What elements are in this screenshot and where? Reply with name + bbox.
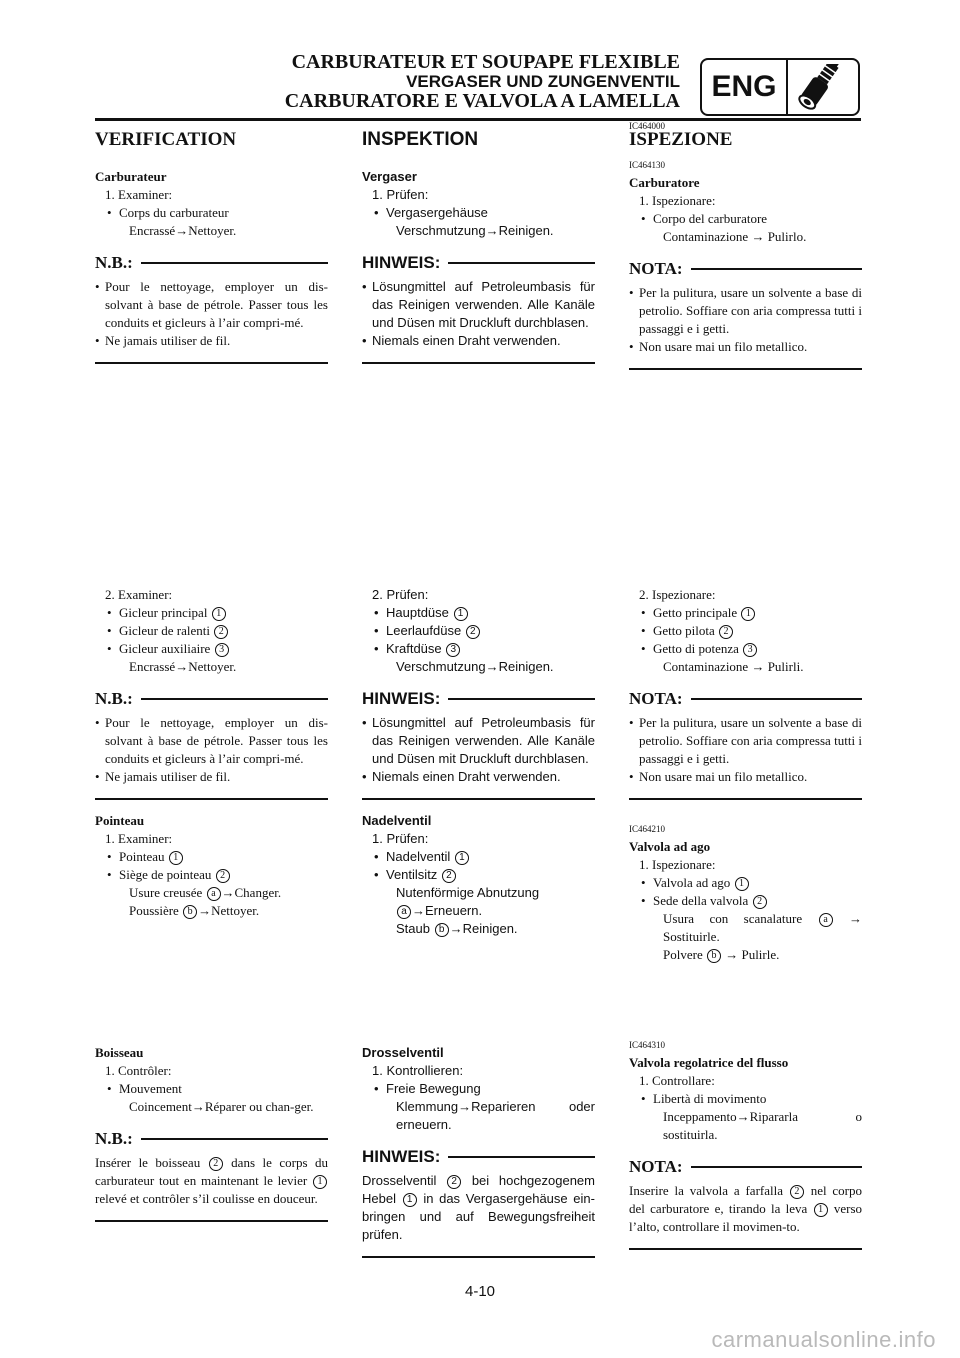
callout-1: 1 bbox=[814, 1203, 828, 1217]
step: 2. Ispezionare: bbox=[639, 587, 716, 602]
bullet-item bbox=[629, 622, 862, 640]
heading-de: INSPEKTION bbox=[362, 129, 479, 150]
callout-1: 1 bbox=[741, 607, 755, 621]
note-header bbox=[95, 252, 328, 274]
step: 1. Prüfen: bbox=[372, 831, 429, 846]
note-header bbox=[95, 688, 328, 710]
bullet-item bbox=[95, 622, 328, 640]
action-part: →Erneuern. bbox=[412, 903, 483, 918]
note-header bbox=[362, 252, 595, 274]
action-text bbox=[362, 902, 595, 920]
callout-2: 2 bbox=[447, 1175, 461, 1189]
action-part: Polvere bbox=[663, 947, 703, 962]
note-bullet: • Niemals einen Draht verwenden. bbox=[362, 768, 595, 786]
callout-3: 3 bbox=[743, 643, 757, 657]
callout-1: 1 bbox=[403, 1193, 417, 1207]
step: 2. Examiner: bbox=[105, 587, 173, 602]
item-text: Ventilsitz bbox=[386, 867, 438, 882]
note-end-rule bbox=[629, 368, 862, 370]
bullet-item: • Freie Bewegung bbox=[362, 1080, 595, 1098]
bullet-item: • Vergasergehäuse bbox=[362, 204, 595, 222]
note-paragraph bbox=[95, 1154, 328, 1208]
header-rule bbox=[95, 118, 861, 121]
action-text: Encrassé→Nettoyer. bbox=[129, 659, 237, 674]
callout-1: 1 bbox=[212, 607, 226, 621]
subheading-valvola-regolatrice: Valvola regolatrice del flusso bbox=[629, 1055, 789, 1070]
subheading-valvola-ad-ago: Valvola ad ago bbox=[629, 839, 711, 854]
note-part: Inserire la valvola a farfalla bbox=[629, 1183, 783, 1198]
bullet-item bbox=[362, 848, 595, 866]
note-end-rule bbox=[629, 1248, 862, 1250]
item-text: Getto pilota bbox=[653, 623, 715, 638]
header-title-fr: CARBURATEUR ET SOUPAPE FLEXIBLE bbox=[291, 51, 680, 73]
action-part: →Nettoyer. bbox=[198, 903, 260, 918]
callout-2: 2 bbox=[466, 625, 480, 639]
callout-1: 1 bbox=[735, 877, 749, 891]
note-part: relevé et contrôler s’il coulisse en douceur. bbox=[95, 1191, 318, 1206]
callout-2: 2 bbox=[790, 1185, 804, 1199]
note-label: N.B.: bbox=[95, 1129, 133, 1148]
action-text: Contaminazione → Pulirlo. bbox=[663, 229, 807, 244]
column-de bbox=[362, 128, 595, 364]
bullet-item bbox=[95, 848, 328, 866]
item-text: Gicleur auxiliaire bbox=[119, 641, 211, 656]
step: 1. Controllare: bbox=[639, 1073, 715, 1088]
note-label: NOTA: bbox=[629, 1157, 683, 1176]
wrench-screwdriver-icon bbox=[790, 64, 854, 112]
bullet-item bbox=[362, 640, 595, 658]
subheading-nadelventil: Nadelventil bbox=[362, 813, 432, 828]
section-code-it-2: IC464210 bbox=[629, 824, 665, 834]
note-end-rule bbox=[95, 362, 328, 364]
action-text: Verschmutzung→Reinigen. bbox=[396, 223, 554, 238]
note-bullet: • Niemals einen Draht verwenden. bbox=[362, 332, 595, 350]
eng-badge bbox=[700, 58, 860, 116]
bullet-item bbox=[629, 604, 862, 622]
section-code-it-1: IC464130 bbox=[629, 160, 665, 170]
page-number: 4-10 bbox=[464, 1283, 496, 1300]
bullet-item bbox=[95, 604, 328, 622]
note-end-rule bbox=[362, 1256, 595, 1258]
note-bullet: • Pour le nettoyage, employer un dis-solvant à base de pétrole. Passer tous les conduits et gicleurs à l’air compri-mé. bbox=[95, 278, 328, 332]
note-rule bbox=[691, 268, 862, 270]
bullet-item bbox=[362, 604, 595, 622]
item-text: Pointeau bbox=[119, 849, 165, 864]
note-rule bbox=[141, 1138, 328, 1140]
callout-a: a bbox=[819, 913, 833, 927]
step: 1. Kontrollieren: bbox=[372, 1063, 464, 1078]
callout-2: 2 bbox=[753, 895, 767, 909]
bullet-item bbox=[362, 622, 595, 640]
item-text: Gicleur de ralenti bbox=[119, 623, 210, 638]
note-paragraph bbox=[362, 1172, 595, 1244]
note-label: N.B.: bbox=[95, 689, 133, 708]
callout-3: 3 bbox=[215, 643, 229, 657]
action-text: Nutenförmige Abnutzung bbox=[396, 885, 540, 900]
action-text bbox=[629, 946, 862, 964]
section-code-it-0: IC464000 bbox=[629, 121, 665, 131]
bullet-item bbox=[95, 640, 328, 658]
note-label: NOTA: bbox=[629, 259, 683, 278]
subheading-boisseau: Boisseau bbox=[95, 1045, 144, 1060]
note-part: bei hochgezogenem Hebel bbox=[362, 1173, 595, 1206]
step: 1. Ispezionare: bbox=[639, 857, 716, 872]
callout-2: 2 bbox=[216, 869, 230, 883]
column-it-s4 bbox=[629, 1036, 862, 1250]
action-part: Usure creusée bbox=[129, 885, 203, 900]
note-part: Insérer le boisseau bbox=[95, 1155, 201, 1170]
header-title-it: CARBURATORE E VALVOLA A LAMELLA bbox=[284, 90, 680, 112]
callout-1: 1 bbox=[454, 607, 468, 621]
note-header bbox=[629, 688, 862, 710]
watermark: carmanualsonline.info bbox=[711, 1327, 936, 1352]
item-text: Getto di potenza bbox=[653, 641, 739, 656]
note-rule bbox=[448, 1156, 595, 1158]
action-part: → Sostituirle. bbox=[663, 911, 863, 944]
callout-b: b bbox=[183, 905, 197, 919]
column-de-s4 bbox=[362, 1044, 595, 1258]
heading-fr: VERIFICATION bbox=[95, 129, 237, 150]
eng-badge-label: ENG bbox=[702, 60, 788, 114]
header-title-de: VERGASER UND ZUNGENVENTIL bbox=[406, 72, 680, 91]
note-rule bbox=[448, 262, 595, 264]
action-text: Inceppamento→Ripararla o sostituirla. bbox=[663, 1109, 862, 1142]
step: 2. Prüfen: bbox=[372, 587, 429, 602]
column-fr bbox=[95, 128, 328, 364]
column-it-s2 bbox=[629, 586, 862, 964]
note-header bbox=[362, 1146, 595, 1168]
action-part: →Reinigen. bbox=[449, 921, 518, 936]
note-rule bbox=[141, 698, 328, 700]
bullet-item bbox=[629, 892, 862, 910]
bullet-item bbox=[629, 874, 862, 892]
note-end-rule bbox=[362, 362, 595, 364]
note-rule bbox=[141, 262, 328, 264]
item-text: Hauptdüse bbox=[386, 605, 449, 620]
note-bullet: • Per la pulitura, usare un solvente a base di petrolio. Soffiare con aria compressa tutti i passaggi e i getti. bbox=[629, 714, 862, 768]
note-bullet: • Pour le nettoyage, employer un dis-solvant à base de pétrole. Passer tous les conduits et gicleurs à l’air compri-mé. bbox=[95, 714, 328, 768]
subheading-drosselventil: Drosselventil bbox=[362, 1045, 444, 1060]
section-code-it-3: IC464310 bbox=[629, 1040, 665, 1050]
bullet-item: • Mouvement bbox=[95, 1080, 328, 1098]
note-rule bbox=[691, 1166, 862, 1168]
subheading-vergaser: Vergaser bbox=[362, 169, 417, 184]
callout-a: a bbox=[207, 887, 221, 901]
note-end-rule bbox=[629, 798, 862, 800]
action-text: Klemmung→Reparieren oder erneuern. bbox=[396, 1099, 595, 1132]
note-bullet: • Ne jamais utiliser de fil. bbox=[95, 768, 328, 786]
bullet-item bbox=[629, 640, 862, 658]
note-part: Drosselventil bbox=[362, 1173, 437, 1188]
subheading-carburatore: Carburatore bbox=[629, 175, 700, 190]
note-bullet: • Ne jamais utiliser de fil. bbox=[95, 332, 328, 350]
note-label: HINWEIS: bbox=[362, 689, 441, 708]
step: 1. Examiner: bbox=[105, 831, 173, 846]
item-text: Getto principale bbox=[653, 605, 738, 620]
callout-b: b bbox=[435, 923, 449, 937]
callout-2: 2 bbox=[442, 869, 456, 883]
callout-a: a bbox=[397, 905, 411, 919]
bullet-item bbox=[95, 866, 328, 884]
item-text: Valvola ad ago bbox=[653, 875, 731, 890]
note-part: verso l’alto, controllare il movimen-to. bbox=[629, 1201, 863, 1234]
note-rule bbox=[691, 698, 862, 700]
action-text bbox=[95, 884, 328, 902]
action-part: →Changer. bbox=[221, 885, 282, 900]
note-paragraph bbox=[629, 1182, 862, 1236]
callout-1: 1 bbox=[455, 851, 469, 865]
column-fr-s4 bbox=[95, 1044, 328, 1222]
note-rule bbox=[448, 698, 595, 700]
action-text bbox=[95, 902, 328, 920]
note-part: in das Vergasergehäuse ein-bringen und auf Bewegungsfreiheit prüfen. bbox=[362, 1191, 595, 1242]
note-bullet: • Non usare mai un filo metallico. bbox=[629, 768, 862, 786]
note-part: nel corpo del carburatore e, tirando la leva bbox=[629, 1183, 863, 1216]
note-bullet: • Non usare mai un filo metallico. bbox=[629, 338, 862, 356]
note-part: dans le corps du carburateur tout en maintenant le levier bbox=[95, 1155, 328, 1188]
note-header bbox=[95, 1128, 328, 1150]
step: 1. Examiner: bbox=[105, 187, 173, 202]
note-bullet: • Lösungmittel auf Petroleumbasis für das Reinigen verwenden. Alle Kanäle und Düsen mit Druckluft durchblasen. bbox=[362, 278, 595, 332]
column-fr-s2 bbox=[95, 586, 328, 920]
bullet-item bbox=[362, 866, 595, 884]
column-de-s2 bbox=[362, 586, 595, 938]
note-label: N.B.: bbox=[95, 253, 133, 272]
callout-1: 1 bbox=[169, 851, 183, 865]
item-text: Siège de pointeau bbox=[119, 867, 212, 882]
callout-2: 2 bbox=[209, 1157, 223, 1171]
callout-3: 3 bbox=[446, 643, 460, 657]
action-text bbox=[629, 910, 862, 946]
note-label: NOTA: bbox=[629, 689, 683, 708]
note-label: HINWEIS: bbox=[362, 1147, 441, 1166]
note-header bbox=[362, 688, 595, 710]
step: 1. Contrôler: bbox=[105, 1063, 172, 1078]
action-text: Verschmutzung→Reinigen. bbox=[396, 659, 554, 674]
item-text: Leerlaufdüse bbox=[386, 623, 462, 638]
callout-1: 1 bbox=[313, 1175, 327, 1189]
action-part: Poussière bbox=[129, 903, 179, 918]
action-part: → Pulirle. bbox=[725, 947, 780, 962]
bullet-item: • Libertà di movimento bbox=[629, 1090, 862, 1108]
step: 1. Ispezionare: bbox=[639, 193, 716, 208]
item-text: Gicleur principal bbox=[119, 605, 208, 620]
note-bullet: • Lösungmittel auf Petroleumbasis für das Reinigen verwenden. Alle Kanäle und Düsen mit Druckluft durchblasen. bbox=[362, 714, 595, 768]
note-header bbox=[629, 1156, 862, 1178]
heading-it: ISPEZIONE bbox=[629, 129, 733, 150]
note-bullet: • Per la pulitura, usare un solvente a base di petrolio. Soffiare con aria compressa tutti i passaggi e i getti. bbox=[629, 284, 862, 338]
bullet-item: • Corps du carburateur bbox=[95, 204, 328, 222]
step: 1. Prüfen: bbox=[372, 187, 429, 202]
note-label: HINWEIS: bbox=[362, 253, 441, 272]
item-text: Sede della valvola bbox=[653, 893, 749, 908]
action-text: Coincement→Réparer ou chan-ger. bbox=[129, 1099, 314, 1114]
action-text: Contaminazione → Pulirli. bbox=[663, 659, 804, 674]
callout-2: 2 bbox=[214, 625, 228, 639]
action-text bbox=[362, 920, 595, 938]
action-part: Staub bbox=[396, 921, 430, 936]
action-text: Encrassé→Nettoyer. bbox=[129, 223, 237, 238]
column-it bbox=[629, 128, 862, 370]
item-text: Nadelventil bbox=[386, 849, 451, 864]
subheading-carburateur: Carburateur bbox=[95, 169, 167, 184]
bullet-item: • Corpo del carburatore bbox=[629, 210, 862, 228]
note-header bbox=[629, 258, 862, 280]
subheading-pointeau: Pointeau bbox=[95, 813, 145, 828]
callout-2: 2 bbox=[719, 625, 733, 639]
action-part: Usura con scanalature bbox=[663, 911, 803, 926]
note-end-rule bbox=[95, 1220, 328, 1222]
callout-b: b bbox=[707, 949, 721, 963]
item-text: Kraftdüse bbox=[386, 641, 442, 656]
